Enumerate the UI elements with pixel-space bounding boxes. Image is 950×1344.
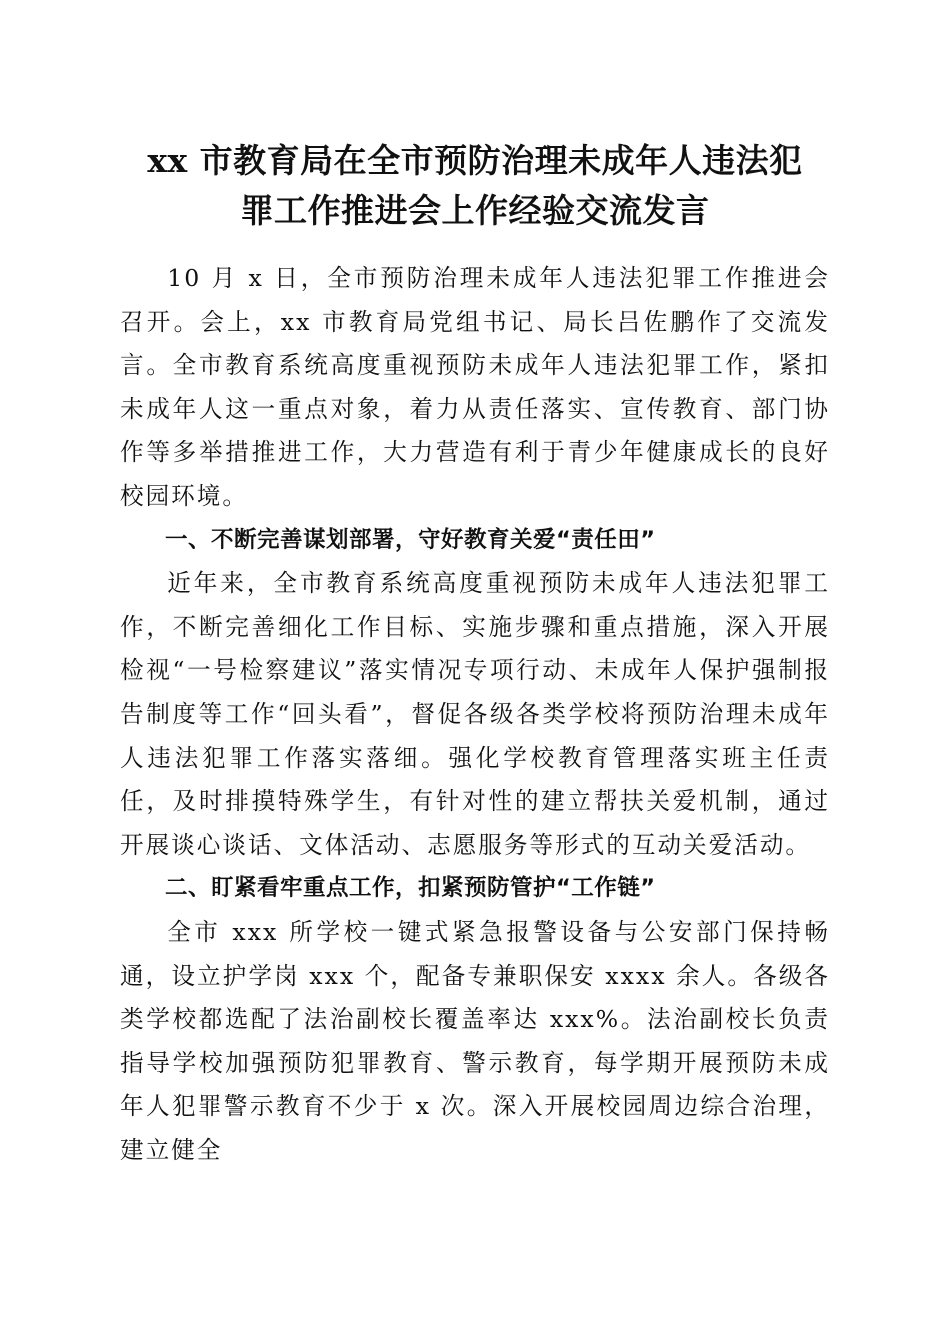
section-2-heading: 二、盯紧看牢重点工作，扣紧预防管护“工作链”: [165, 875, 656, 902]
document-title: [120, 136, 830, 236]
section-1-paragraph: 近年来，全市教育系统高度重视预防未成年人违法犯罪工作，不断完善细化工作目标、实施步骤和重点措施，深入开展检视“一号检察建议”落实情况专项行动、未成年人保护强制报告制度等工作“回头看”，督促各级各类学校将预防治理未成年人违法犯罪工作落实落细。强化学校教育管理落实班主任责任，及时排摸特殊学生，有针对性的建立帮扶关爱机制，通过开展谈心谈话、文体活动、志愿服务等形式的互动关爱活动。: [120, 569, 830, 859]
intro-paragraph: 10 月 x 日，全市预防治理未成年人违法犯罪工作推进会召开。会上，xx 市教育局党组书记、局长吕佐鹏作了交流发言。全市教育系统高度重视预防未成年人违法犯罪工作，紧扣未成年人这一重点对象，着力从责任落实、宣传教育、部门协作等多举措推进工作，大力营造有利于青少年健康成长的良好校园环境。: [120, 264, 830, 510]
title-line-2: 罪工作推进会上作经验交流发言: [240, 191, 710, 230]
section-2-paragraph: 全市 xxx 所学校一键式紧急报警设备与公安部门保持畅通，设立护学岗 xxx 个，配备专兼职保安 xxxx 余人。各级各类学校都选配了法治副校长覆盖率达 xxx%。法治副校长负责指导学校加强预防犯罪教育、警示教育，每学期开展预防未成年人犯罪警示教育不少于 x 次。深入开展校园周边综合治理，建立健全: [120, 917, 830, 1164]
document-body: [120, 257, 830, 1172]
title-line-1: xx 市教育局在全市预防治理未成年人违法犯: [147, 141, 803, 180]
section-1-heading: 一、不断完善谋划部署，守好教育关爱“责任田”: [165, 526, 656, 553]
